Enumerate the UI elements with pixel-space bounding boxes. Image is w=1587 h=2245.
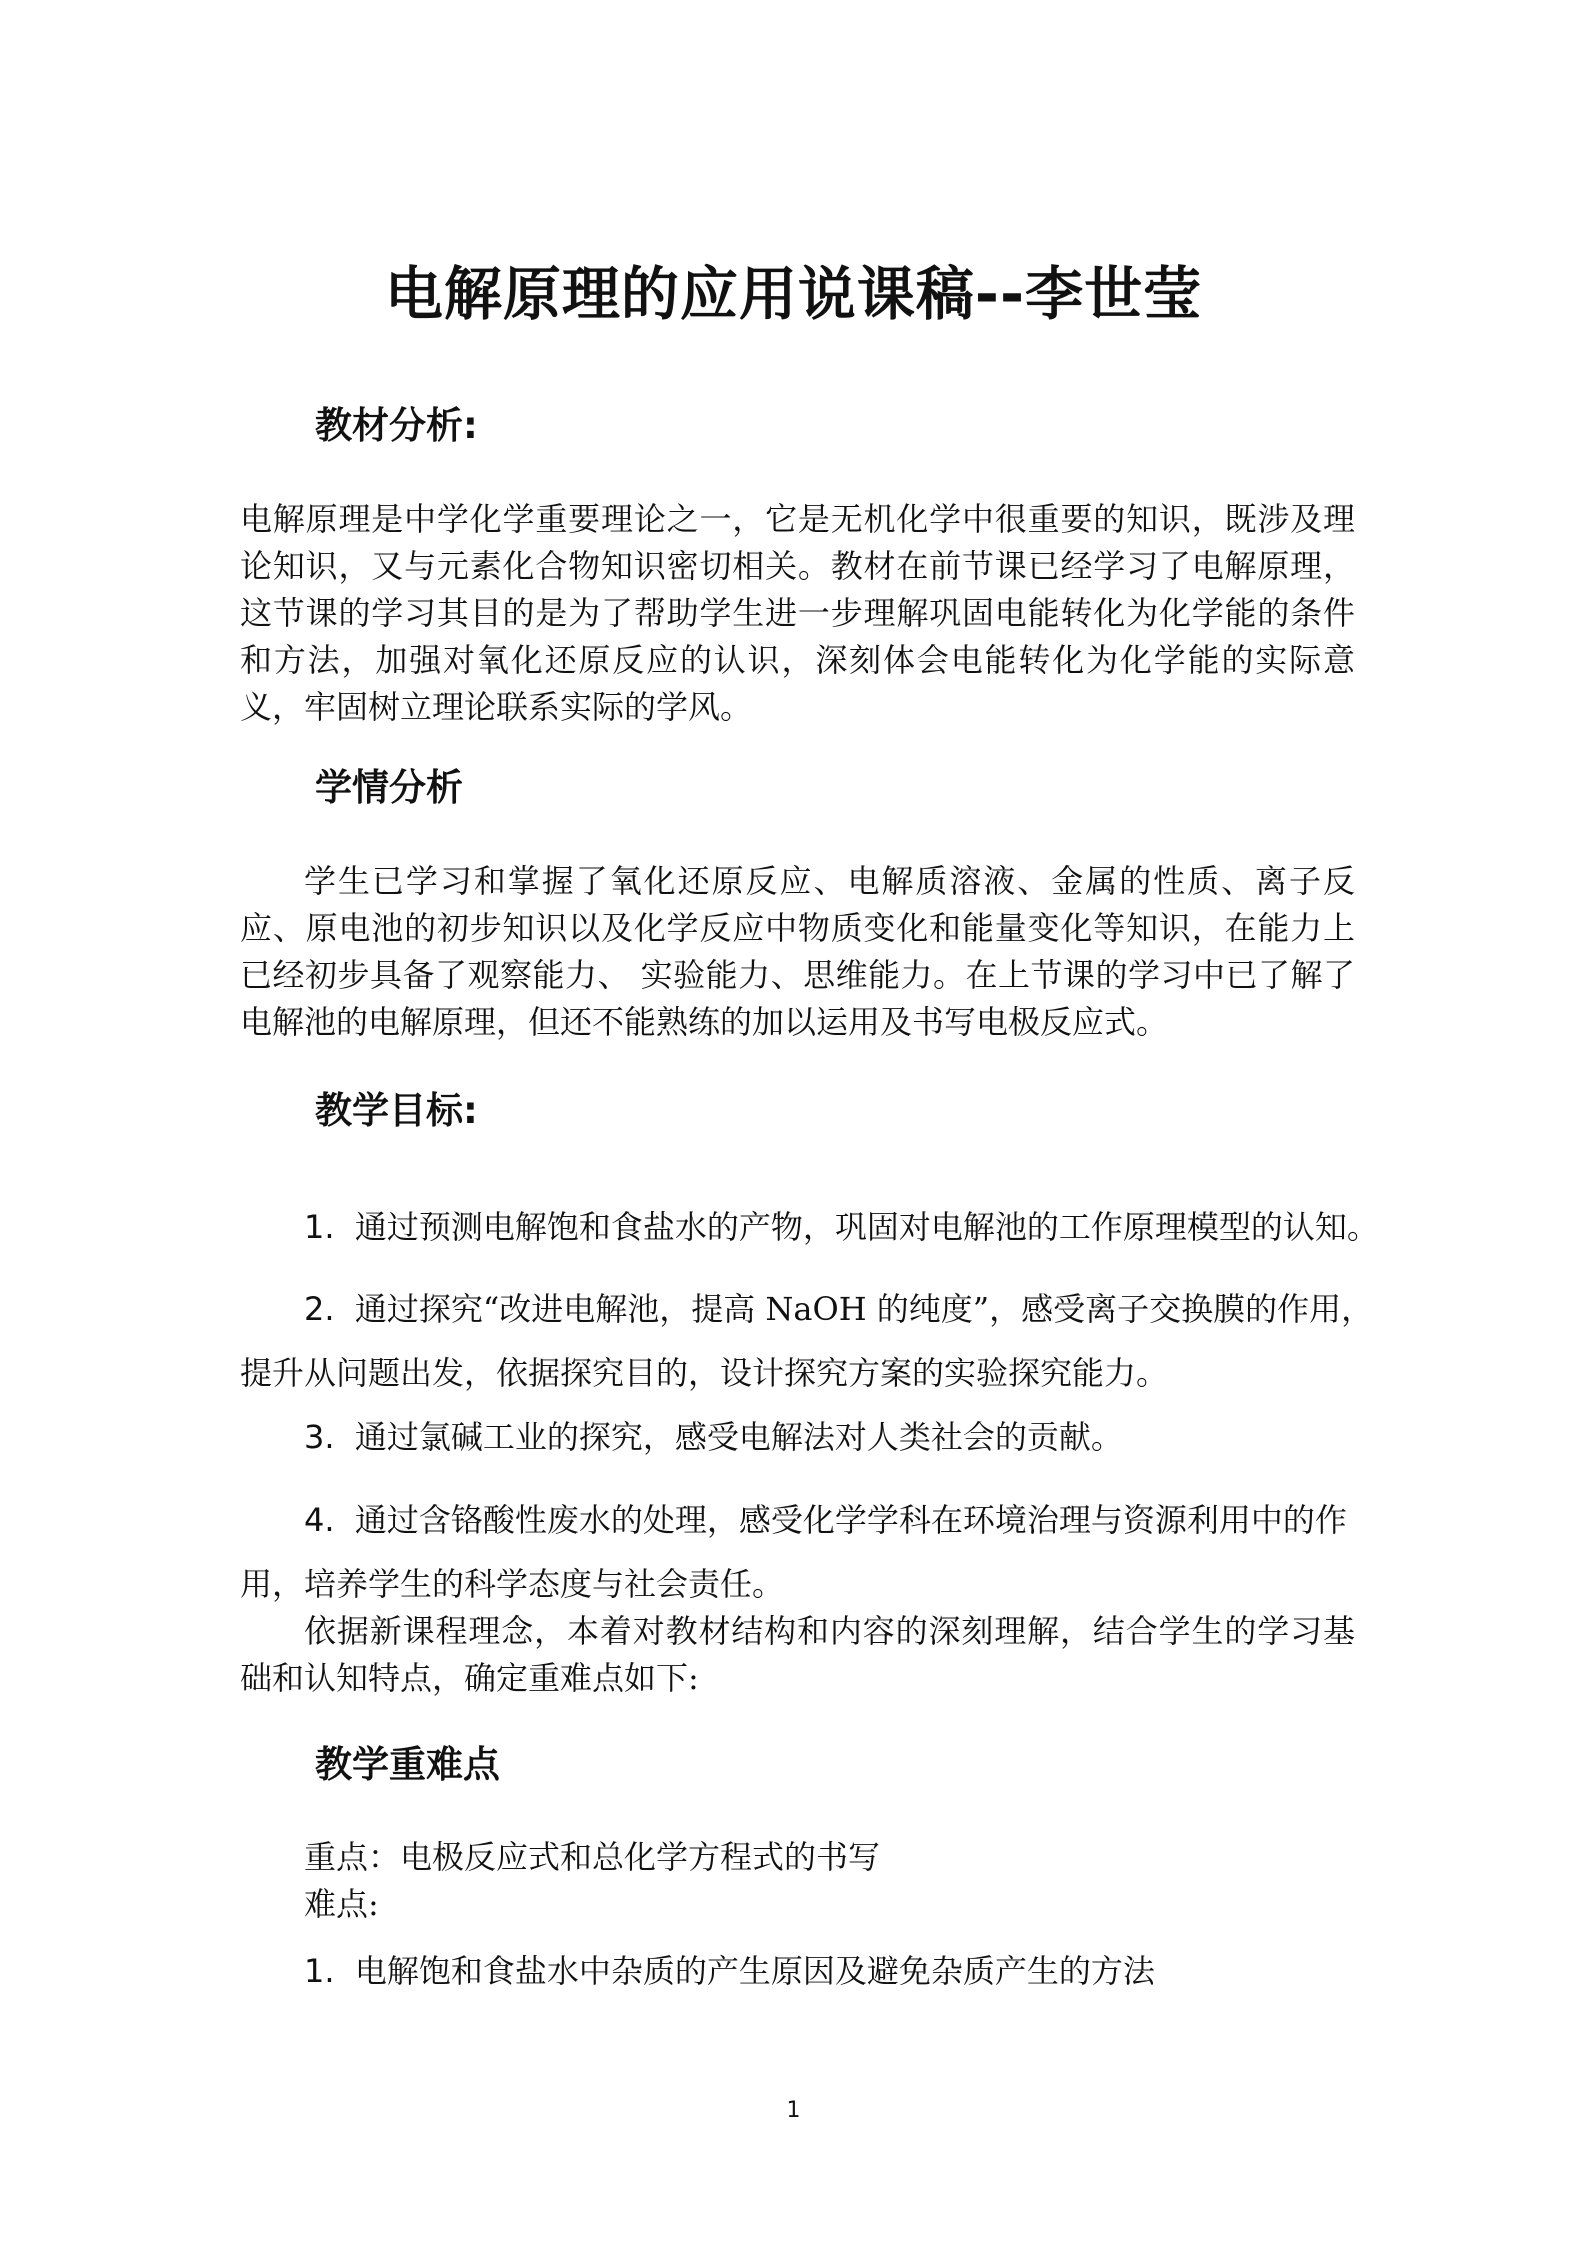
- section-heading-students: 学情分析: [315, 766, 463, 809]
- goal-text: 通过含铬酸性废水的处理，感受化学学科在环境治理与资源利用中的作: [354, 1501, 1347, 1539]
- goal-number: 1.: [304, 1208, 335, 1246]
- difficulty-number: 1.: [304, 1952, 335, 1990]
- goal-number: 3.: [304, 1418, 335, 1456]
- goals-closing-paragraph: 依据新课程理念，本着对教材结构和内容的深刻理解，结合学生的学习基础和认知特点，确定重难点如下:: [240, 1612, 1355, 1697]
- goal-continuation: 提升从问题出发，依据探究目的，设计探究方案的实验探究能力。: [240, 1354, 1169, 1392]
- goal-number: 4.: [304, 1501, 335, 1539]
- goal-continuation: 用，培养学生的科学态度与社会责任。: [240, 1565, 785, 1603]
- material-paragraph: 电解原理是中学化学重要理论之一，它是无机化学中很重要的知识，既涉及理论知识，又与元素化合物知识密切相关。教材在前节课已经学习了电解原理，这节课的学习其目的是为了帮助学生进一步理解巩固电能转化为化学能的条件和方法，加强对氧化还原反应的认识，深刻体会电能转化为化学能的实际意义，牢固树立理论联系实际的学风。: [240, 500, 1355, 726]
- goal-item: [304, 1204, 1419, 1251]
- goal-item: [304, 1286, 1419, 1333]
- page-number: 1: [786, 2098, 801, 2123]
- goal-number: 2.: [304, 1290, 335, 1328]
- section-heading-material: 教材分析:: [315, 404, 478, 447]
- document-title: 电解原理的应用说课稿--李世莹: [384, 260, 1203, 328]
- goal-text: 通过氯碱工业的探究，感受电解法对人类社会的贡献。: [354, 1418, 1123, 1456]
- difficulty-text: 电解饱和食盐水中杂质的产生原因及避免杂质产生的方法: [354, 1952, 1155, 1990]
- goal-text: 通过探究“改进电解池，提高 NaOH 的纯度”，感受离子交换膜的作用，: [354, 1290, 1374, 1328]
- difficulty-item: [304, 1948, 1419, 1995]
- section-heading-goals: 教学目标:: [315, 1089, 478, 1132]
- key-point-line: 重点：电极反应式和总化学方程式的书写: [304, 1838, 881, 1876]
- goal-item: [304, 1497, 1419, 1544]
- students-paragraph: 学生已学习和掌握了氧化还原反应、电解质溶液、金属的性质、离子反应、原电池的初步知识以及化学反应中物质变化和能量变化等知识，在能力上已经初步具备了观察能力、 实验能力、思维能力。在上节课的学习中已了解了电解池的电解原理，但还不能熟练的加以运用及书写电极反应式。: [240, 862, 1355, 1041]
- difficulty-label: 难点:: [304, 1885, 379, 1923]
- goal-item: [304, 1414, 1419, 1461]
- goal-text: 通过预测电解饱和食盐水的产物，巩固对电解池的工作原理模型的认知。: [354, 1208, 1379, 1246]
- section-heading-keypoints: 教学重难点: [315, 1743, 500, 1786]
